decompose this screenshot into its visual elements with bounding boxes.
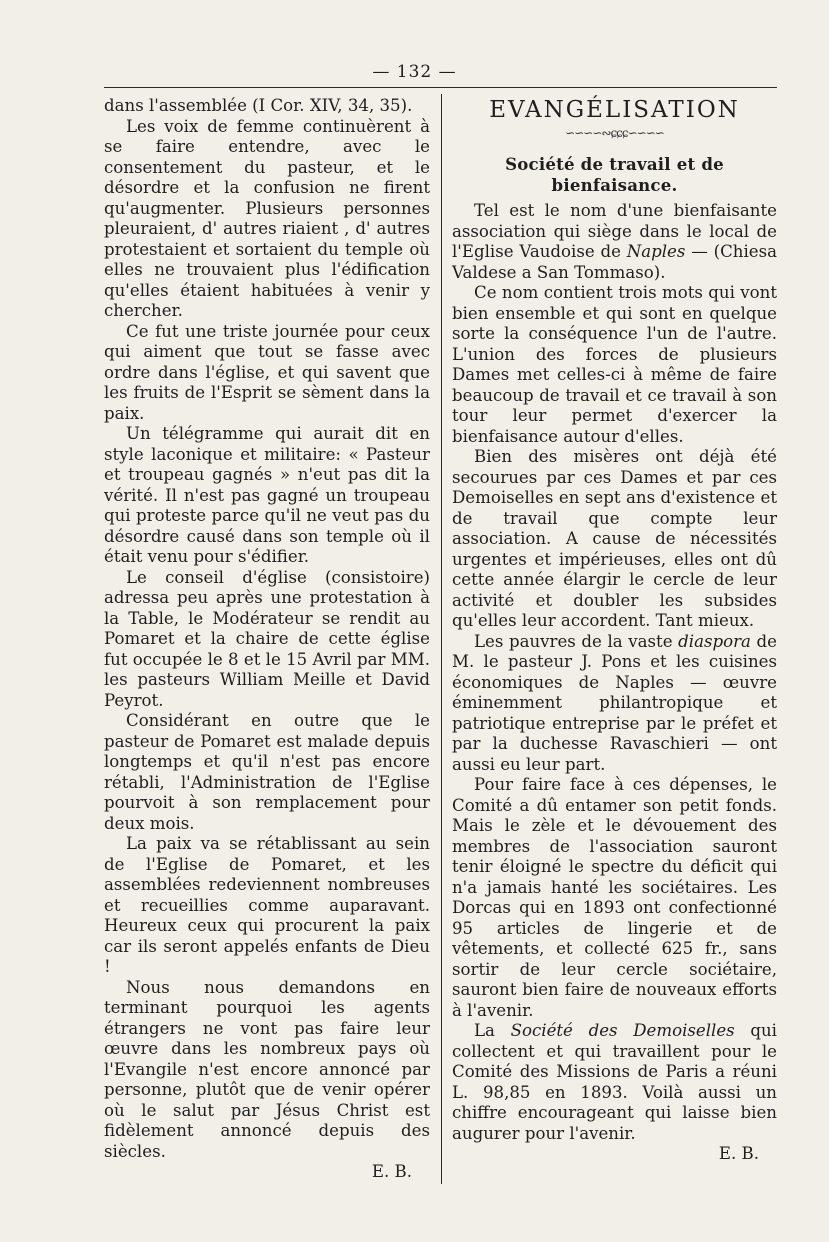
- ornament-flourish: ∽∽∽∽∾ɕɕɕ∽∽∽∽: [565, 126, 664, 140]
- page-number: — 132 —: [372, 62, 457, 82]
- left-column-text: [104, 96, 430, 1162]
- right-paragraph: Les pauvres de la vaste diaspora de M. le pasteur J. Pons et les cuisines économiques de Naples — œuvre éminemment philantropique et patriotique entreprise par le préfet et par la duchesse Ravaschieri — ont aussi eu leur part.: [452, 631, 777, 774]
- article-subheading: Société de travail et de bienfaisance.: [505, 154, 724, 195]
- header-rule: [104, 87, 777, 88]
- left-paragraph: Le conseil d'église (consistoire) adressa peu après une protestation à la Table, le Modérateur se rendit au Pomaret et la chaire de cette église fut occupée le 8 et le 15 Avril par MM. les pasteurs William Meille et David Peyrot.: [104, 567, 430, 710]
- left-paragraph: Ce fut une triste journée pour ceux qui aiment que tout se fasse avec ordre dans l'église, et qui savent que les fruits de l'Esprit se sèment dans la paix.: [104, 321, 430, 423]
- left-paragraph: La paix va se rétablissant au sein de l'Eglise de Pomaret, et les assemblées redeviennent nombreuses et recueillies comme auparavant. Heureux ceux qui procurent la paix car ils seront appelés enfants de Dieu !: [104, 834, 430, 976]
- right-paragraph: Bien des misères ont déjà été secourues par ces Dames et par ces Demoiselles en sept ans d'existence et de travail que compte leur association. A cause de nécessités urgentes et impérieuses, elles ont dû cette année élargir le cercle de leur activité et doubler les subsides qu'elles leur accordent. Tant mieux.: [452, 447, 777, 630]
- left-column: [104, 96, 430, 1183]
- left-paragraph: Considérant en outre que le pasteur de Pomaret est malade depuis longtemps et qu'il n'est pas encore rétabli, l'Administration de l'Eglise pourvoit à son remplacement pour deux mois.: [104, 711, 430, 833]
- right-paragraph: Pour faire face à ces dépenses, le Comité a dû entamer son petit fonds. Mais le zèle et le dévouement des membres de l'association sauront tenir éloigné le spectre du déficit qui n'a jamais hanté les sociétaires. Les Dorcas qui en 1893 ont confectionné 95 articles de lingerie et de vêtements, et collecté 625 fr., sans sortir de leur cercle sociétaire, sauront bien faire de nouveaux efforts à l'avenir.: [452, 775, 777, 1020]
- right-paragraph: Ce nom contient trois mots qui vont bien ensemble et qui sont en quelque sorte la conséquence l'un de l'autre. L'union des forces de plusieurs Dames met celles-ci à même de faire beaucoup de travail et ce travail à son tour leur permet d'exercer la bienfaisance autour d'elles.: [452, 283, 777, 446]
- left-paragraph: Un télégramme qui aurait dit en style laconique et militaire: « Pasteur et troupeau gagnés » n'eut pas dit la vérité. Il n'est pas gagné un troupeau qui proteste parce qu'il ne veut pas du désordre causé dans son temple où il était venu pour s'édifier.: [104, 424, 430, 566]
- right-paragraph: Tel est le nom d'une bienfaisante association qui siège dans le local de l'Eglise Vaudoise de Naples — (Chiesa Valdese a San Tommaso).: [452, 201, 777, 282]
- right-column-text: [452, 201, 777, 1144]
- left-signature: E. B.: [371, 1162, 412, 1181]
- left-paragraph: Nous nous demandons en terminant pourquoi les agents étrangers ne vont pas faire leur œuvre dans les nombreux pays où l'Evangile n'est encore annoncé par personne, plutôt que de venir opérer où le salut par Jésus Christ est fidèlement annoncé depuis des siècles.: [104, 977, 430, 1161]
- right-signature: E. B.: [718, 1144, 759, 1163]
- right-column: [452, 96, 777, 1165]
- left-paragraph: dans l'assemblée (I Cor. XIV, 34, 35).: [104, 96, 413, 115]
- column-divider: [441, 94, 442, 1184]
- section-title: EVANGÉLISATION: [489, 97, 740, 123]
- right-paragraph: La Société des Demoiselles qui collectent et qui travaillent pour le Comité des Missions de Paris a réuni L. 98,85 en 1893. Voilà aussi un chiffre encourageant qui laisse bien augurer pour l'avenir.: [452, 1021, 777, 1143]
- left-paragraph: Les voix de femme continuèrent à se faire entendre, avec le consentement du pasteur, et le désordre et la confusion ne firent qu'augmenter. Plusieurs personnes pleuraient, d' autres riaient , d' autres protestaient et sortaient du temple où elles ne trouvaient plus l'édification qu'elles étaient habituées à venir y chercher.: [104, 116, 430, 320]
